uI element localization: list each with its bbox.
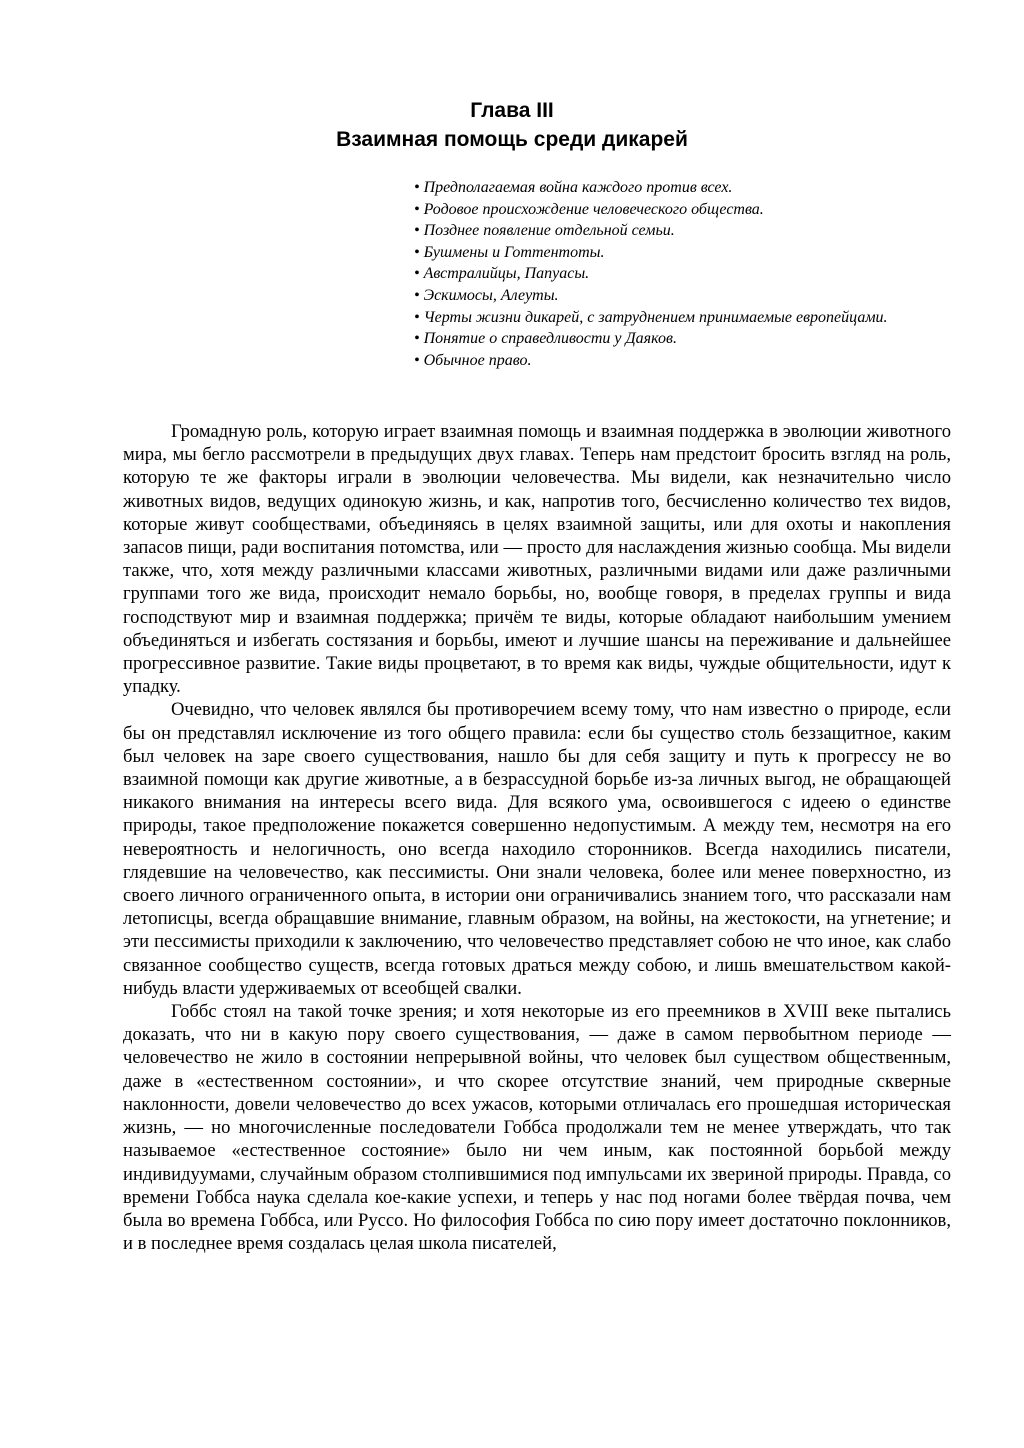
chapter-number: Глава III — [470, 99, 554, 122]
synopsis-item: • Обычное право. — [414, 351, 532, 369]
body-paragraph: Гоббс стоял на такой точке зрения; и хотя некоторые из его преемников в XVIII веке пытались доказать, что ни в какую пору своего существования, — даже в самом первобытном периоде — человечество не жило в состоянии непрерывной войны, что человек был существом общественным, даже в «естественном состоянии», и что скорее отсутствие знаний, чем природные скверные наклонности, довели человечество до всех ужасов, которыми отличалась его прошедшая историческая жизнь, — но многочисленные последователи Гоббса продолжали тем не менее утверждать, что так называемое «естественное состояние» было ни чем иным, как постоянной борьбой между индивидуумами, случайным образом столпившимися под импульсами их звериной природы. Правда, со времени Гоббса наука сделала кое-какие успехи, и теперь у нас под ногами более твёрдая почва, чем была во времена Гоббса, или Руссо. Но философия Гоббса по сию пору имеет достаточно поклонников, и в последнее время создалась целая школа писателей, — [123, 1001, 951, 1255]
chapter-synopsis — [382, 177, 950, 371]
synopsis-item: • Бушмены и Готтентоты. — [414, 243, 605, 261]
body-paragraph: Громадную роль, которую играет взаимная помощь и взаимная поддержка в эволюции животного мира, мы бегло рассмотрели в предыдущих двух главах. Теперь нам предстоит бросить взгляд на роль, которую те же факторы играли в эволюции человечества. Мы видели, как незначительно число животных видов, ведущих одинокую жизнь, и как, напротив того, бесчисленно количество тех видов, которые живут сообществами, объединяясь в целях взаимной защиты, или для охоты и накопления запасов пищи, ради воспитания потомства, или — просто для наслаждения жизнью сообща. Мы видели также, что, хотя между различными классами животных, различными видами или даже различными группами того же вида, происходит немало борьбы, но, вообще говоря, в пределах группы и вида господствуют мир и взаимная поддержка; причём те виды, которые обладают наибольшим умением объединяться и избегать состязания и борьбы, имеют и лучшие шансы на переживание и дальнейшее прогрессивное развитие. Такие виды процветают, в то время как виды, чуждые общительности, идут к упадку. — [123, 421, 951, 698]
synopsis-item: • Позднее появление отдельной семьи. — [414, 222, 675, 240]
body-paragraph: Очевидно, что человек являлся бы противоречием всему тому, что нам известно о природе, если бы он представлял исключение из того общего правила: если бы существо столь беззащитное, каким был человек на заре своего существования, нашло бы для себя защиту и путь к прогрессу не во взаимной помощи как другие животные, а в безрассудной борьбе из-за личных выгод, не обращающей никакого внимания на интересы всего вида. Для всякого ума, освоившегося с идеею о единстве природы, такое предположение покажется совершенно недопустимым. А между тем, несмотря на его невероятность и нелогичность, оно всегда находило сторонников. Всегда находились писатели, глядевшие на человечество, как пессимисты. Они знали человека, более или менее поверхностно, из своего личного ограниченного опыта, в истории они ограничивались знанием того, что рассказали нам летописцы, всегда обращавшие внимание, главным образом, на войны, на жестокости, на угнетение; и эти пессимисты приходили к заключению, что человечество представляет собою не что иное, как слабо связанное сообщество существ, всегда готовых драться между собою, и лишь вмешательством какой-нибудь власти удерживаемых от всеобщей свалки. — [123, 699, 951, 999]
synopsis-item: • Предполагаемая война каждого против всех. — [414, 179, 733, 196]
synopsis-item: • Родовое происхождение человеческого общества. — [414, 200, 764, 218]
chapter-heading — [0, 96, 1024, 154]
synopsis-item: • Австралийцы, Папуасы. — [414, 265, 590, 283]
synopsis-item: • Понятие о справедливости у Даяков. — [414, 330, 677, 348]
chapter-title: Взаимная помощь среди дикарей — [336, 128, 688, 151]
chapter-body — [123, 420, 951, 1255]
synopsis-item: • Черты жизни дикарей, с затруднением принимаемые европейцами. — [414, 308, 888, 326]
synopsis-item: • Эскимосы, Алеуты. — [414, 286, 559, 304]
